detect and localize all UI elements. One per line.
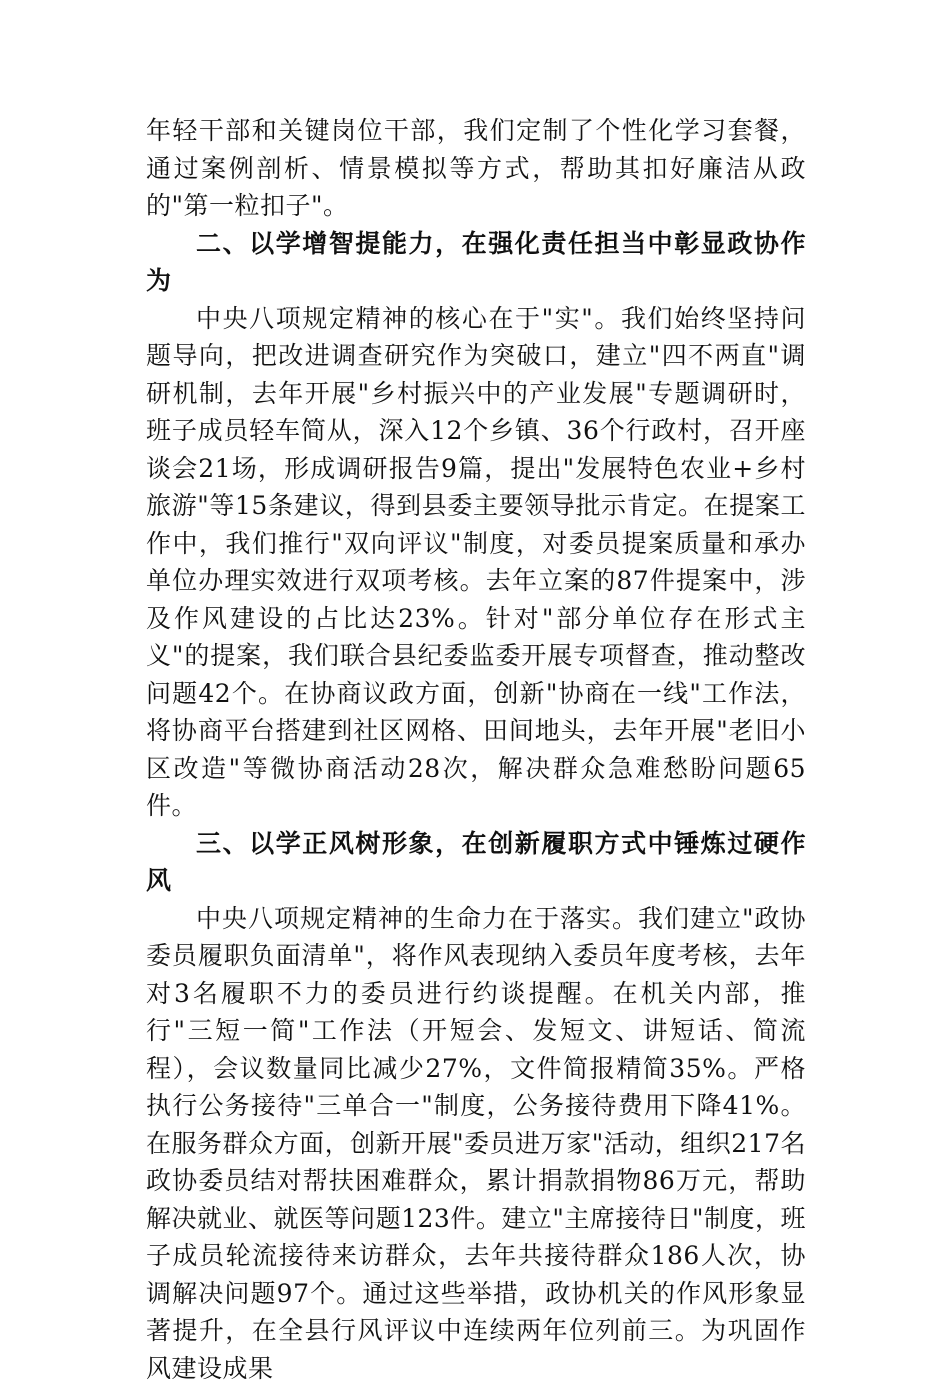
paragraph-intro-continuation: 年轻干部和关键岗位干部，我们定制了个性化学习套餐，通过案例剖析、情景模拟等方式，帮助其扣好廉洁从政的"第一粒扣子"。 [146,112,806,225]
paragraph-section-two: 中央八项规定精神的核心在于"实"。我们始终坚持问题导向，把改进调查研究作为突破口，建立"四不两直"调研机制，去年开展"乡村振兴中的产业发展"专题调研时，班子成员轻车简从，深入12个乡镇、36个行政村，召开座谈会21场，形成调研报告9篇，提出"发展特色农业+乡村旅游"等15条建议，得到县委主要领导批示肯定。在提案工作中，我们推行"双向评议"制度，对委员提案质量和承办单位办理实效进行双项考核。去年立案的87件提案中，涉及作风建设的占比达23%。针对"部分单位存在形式主义"的提案，我们联合县纪委监委开展专项督查，推动整改问题42个。在协商议政方面，创新"协商在一线"工作法，将协商平台搭建到社区网格、田间地头，去年开展"老旧小区改造"等微协商活动28次，解决群众急难愁盼问题65件。 [146,300,806,825]
paragraph-section-three: 中央八项规定精神的生命力在于落实。我们建立"政协委员履职负面清单"，将作风表现纳入委员年度考核，去年对3名履职不力的委员进行约谈提醒。在机关内部，推行"三短一简"工作法（开短会、发短文、讲短话、简流程），会议数量同比减少27%，文件简报精简35%。严格执行公务接待"三单合一"制度，公务接待费用下降41%。在服务群众方面，创新开展"委员进万家"活动，组织217名政协委员结对帮扶困难群众，累计捐款捐物86万元，帮助解决就业、就医等问题123件。建立"主席接待日"制度，班子成员轮流接待来访群众，去年共接待群众186人次，协调解决问题97个。通过这些举措，政协机关的作风形象显著提升，在全县行风评议中连续两年位列前三。为巩固作风建设成果 [146,900,806,1387]
section-heading-two: 二、以学增智提能力，在强化责任担当中彰显政协作为 [146,225,806,300]
document-body [146,112,806,1387]
section-heading-three: 三、以学正风树形象，在创新履职方式中锤炼过硬作风 [146,825,806,900]
